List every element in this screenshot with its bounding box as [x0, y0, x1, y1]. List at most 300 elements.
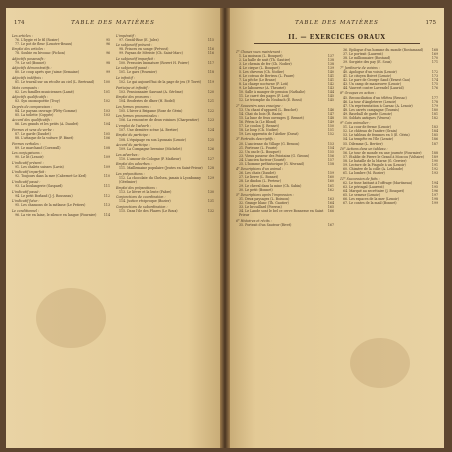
toc-entry-title: 61. La lombre (M. Rozier): [343, 171, 385, 176]
toc-entry: [12, 184, 110, 188]
toc-entry-page: 165: [327, 205, 334, 210]
toc-entry-page: 182: [431, 115, 438, 120]
toc-entry-page: 141: [327, 73, 334, 78]
toc-entry-title: 5. Les cheveux (Ch. Nodier): [239, 69, 285, 74]
toc-entry-page: 109: [103, 164, 110, 169]
toc-section-heading: L'indicatif passé :: [12, 189, 41, 194]
toc-entry: [116, 118, 214, 122]
toc-entry-title: 112. La chocolate du Chelsea, jamais à Lyonbunny (Gérômier): [119, 175, 201, 184]
toc-entry-page: 184: [431, 129, 438, 134]
toc-entry-title: 80. Le coup après que j'aime (Semaine): [15, 70, 80, 75]
right-column-2: [340, 48, 438, 438]
toc-section-heading: L'indicatif futur :: [12, 199, 40, 204]
toc-entry-page: 162: [327, 187, 334, 192]
toc-section-heading: 9° Coin animalier :: [340, 121, 371, 126]
toc-entry-page: 122: [207, 108, 214, 113]
toc-entry: [340, 171, 438, 175]
toc-entry-page: 104: [103, 122, 110, 127]
toc-entry-title: 90. Le lit (Lenoir): [15, 155, 44, 160]
toc-entry-title: 79. Le sel (Bonnet): [15, 60, 46, 65]
left-running-head: TABLE DES MATIÈRES: [71, 20, 155, 26]
toc-entry: [12, 99, 110, 103]
toc-entry-page: 150: [327, 123, 334, 128]
toc-entry-title: 95. Les chansons de la mélasse (Le Petiers): [15, 203, 86, 208]
toc-entry-title: 1. La moisson (L. Bouquet): [239, 53, 283, 58]
toc-entry-title: 26. Les chats (Daudet): [239, 171, 276, 176]
toc-entry-page: 156: [327, 153, 334, 158]
toc-entry-page: 99: [105, 70, 110, 75]
toc-entry-page: 132: [207, 208, 214, 213]
toc-entry-title: 102. Le gai aujourd'hui de la page de jeu (P. Tovet): [119, 79, 202, 84]
toc-entry-page: 121: [207, 99, 214, 104]
toc-entry-title: 28. Le dindon (L. Perteur): [239, 179, 282, 184]
toc-section-heading: Adjectifs démonstratifs :: [12, 66, 52, 71]
toc-entry-page: 100: [103, 79, 110, 84]
toc-entry-title: 47. Un représentation à Carnac (A. Lenoir): [343, 103, 413, 108]
toc-entry-title: 33. Le brouillard (Pierron): [239, 205, 282, 210]
toc-entry-title: 14. Chat du bois (R. Bazin): [239, 111, 283, 116]
toc-entry: [12, 213, 110, 217]
toc-entry-title: 24. L'ancien facteur (Sourié): [239, 157, 286, 162]
toc-entry-page: 175: [431, 81, 438, 86]
toc-entry-title: 29. Le cheval dans la mine (Ch. Sabin): [239, 183, 302, 188]
toc-entry-page: 196: [431, 189, 438, 194]
toc-entry-title: 7. La pêche (Le Brane): [239, 77, 276, 82]
toc-entry-title: 45. Reconciliation d'un télétra (Ressac): [343, 95, 407, 100]
toc-entry-title: 46. La tour d'Angleterre (Lenoir): [343, 99, 397, 104]
toc-entry-page: 173: [431, 73, 438, 78]
toc-section-heading: Le infinitif :: [116, 75, 135, 80]
toc-entry: [236, 223, 334, 227]
toc-entry-page: 130: [207, 189, 214, 194]
toc-entry-title: 108. L'équipage en son Lyonnais (Lenoir): [119, 137, 187, 142]
toc-entry: [12, 51, 110, 55]
toc-entry: [116, 147, 214, 151]
toc-entry-page: 158: [327, 161, 334, 166]
toc-section-heading: Participe et infinitif :: [116, 85, 150, 90]
toc-entry-page: 108: [103, 145, 110, 150]
toc-entry-page: 180: [431, 107, 438, 112]
toc-entry-title: 84. Le paysan ouvrage (Fléty-Gomme): [15, 108, 77, 113]
toc-entry-title: 55. Dilemme (L. Bertier): [343, 141, 383, 146]
toc-entry-title: 77. Le pot de fleur (Lenotre-Beaux): [15, 41, 73, 46]
toc-entry-page: 185: [431, 133, 438, 138]
toc-entry-page: 190: [431, 159, 438, 164]
toc-entry-title: 92. Toujours dans la mer (Cabernet-Le Kerl): [15, 174, 87, 179]
right-page: [230, 8, 444, 448]
toc-entry-title: 93. La boulangerie (Gaspard): [15, 184, 63, 188]
toc-entry-title: 101. Le gars (Fournier): [119, 70, 157, 75]
title-rule: [254, 43, 420, 44]
toc-entry-title: 104. Broderies de dîner (H. Bodel): [119, 99, 175, 104]
toc-section-heading: Les adverbes :: [116, 152, 140, 157]
toc-section-heading: Adjectifs indéfinis :: [12, 75, 44, 80]
toc-entry: [116, 90, 214, 94]
toc-entry-title: 9. Le laboureur (A. Theuriet): [239, 85, 286, 90]
toc-entry-page: 172: [431, 69, 438, 74]
toc-entry: [236, 132, 334, 136]
toc-entry-title: 6. Le coteau de Bertrou (L. Faure): [239, 73, 295, 78]
toc-entry-title: 113. Le lièvre et la lente (Fabre): [119, 189, 172, 194]
toc-entry-title: 58. Le bataille de la Marne (G. Gerrier): [343, 159, 407, 164]
toc-entry-page: 118: [207, 70, 214, 75]
toc-entry-title: 40. Apologue d'un voisin (Lenoir): [343, 69, 397, 74]
toc-entry-page: 140: [327, 69, 334, 74]
toc-entry-title: 4. Le cirque (L. Bouquet): [239, 65, 280, 70]
toc-entry-page: 179: [431, 103, 438, 108]
toc-section-heading: Les articles :: [12, 33, 33, 38]
toc-entry-title: 39. Sorgiste des pay (E. Sous): [343, 60, 392, 65]
toc-entry-title: 20. L'ancienne du Village (G. Besson): [239, 141, 300, 146]
toc-entry-title: 87. Le garde (Daudet): [15, 131, 51, 136]
toc-entry: [116, 61, 214, 65]
toc-entry-page: 147: [327, 111, 334, 116]
toc-entry-page: 166: [327, 209, 334, 214]
toc-entry-page: 103: [103, 112, 110, 117]
toc-entry-title: 27. Le lierre (L. Bonnet): [239, 175, 279, 180]
toc-entry-page: 120: [207, 89, 214, 94]
toc-entry: [116, 138, 214, 142]
toc-section-heading: 8° Groupes en action :: [340, 91, 377, 96]
toc-entry-title: 10. Salle à manger de pension (Nathalie): [239, 89, 306, 94]
toc-entry-title: 107. Une dernière scène (A. Bertier): [119, 127, 179, 132]
toc-entry-page: 164: [327, 201, 334, 206]
toc-section-heading: Formes verbales :: [12, 141, 41, 146]
toc-entry-page: 153: [327, 141, 334, 146]
toc-section-heading: Les formes pronoms :: [116, 104, 152, 109]
toc-section-heading: Adjectifs possessifs :: [12, 56, 46, 61]
toc-entry-page: 188: [431, 151, 438, 156]
toc-entry-title: 23. Vieux passeur des Pointains (G. Giroux): [239, 153, 310, 158]
toc-entry-title: 86. Les grands et les petits (A. Daudet): [15, 122, 79, 127]
toc-section-heading: Accord des qualificatifs :: [12, 118, 52, 123]
toc-entry-title: 52. Le château de l'anitre (Grain): [343, 129, 398, 134]
toc-entry-page: 106: [103, 136, 110, 141]
toc-entry-title: 3. Le chemin de fer (Ch. Nodier): [239, 61, 292, 66]
left-column-1: [12, 32, 110, 438]
toc-entry-title: 81. Le travail sur un récolte au ciel (L. Bertrand): [15, 79, 95, 84]
toc-entry-title: 54. La tempête en l'île (Lenoir): [343, 137, 394, 142]
toc-section-heading: 7° Jardinerie de voisins :: [340, 65, 380, 70]
toc-entry-page: 174: [431, 77, 438, 82]
right-column-1: [236, 48, 334, 438]
toc-entry-page: 113: [103, 203, 110, 208]
toc-entry-title: 25. L'homme préhistorique (G. Nivrand): [239, 161, 304, 166]
toc-entry-title: 12. Le triomphe du Noubach (E. Bossi): [239, 98, 302, 103]
toc-section-heading: L'emploi de l'adverb :: [116, 123, 152, 128]
toc-entry-page: 197: [431, 193, 438, 198]
toc-entry-page: 189: [431, 155, 438, 160]
toc-entry-title: 82. Les familles musiciennes (Lamé): [15, 89, 74, 94]
toc-entry-title: 59. Lecture de la Pingule à un (Lenoir): [343, 163, 406, 168]
toc-entry-title: 103. Pensionnaire Sauvant (A. Gérôme): [119, 89, 183, 94]
toc-entry-page: 178: [431, 99, 438, 104]
toc-entry-page: 139: [327, 65, 334, 70]
toc-entry-page: 145: [327, 98, 334, 103]
toc-entry-page: 112: [103, 193, 110, 198]
toc-entry-title: 11. Le carré des pages (P. Loti): [239, 94, 290, 99]
toc-entry-page: 163: [327, 197, 334, 202]
toc-entry-page: 105: [103, 131, 110, 136]
toc-entry-title: 51. La cour de ferme (Lenoir): [343, 125, 391, 130]
toc-section-heading: Les formes pronominales :: [116, 114, 159, 119]
toc-section-heading: Le subjonctif passé :: [116, 66, 150, 71]
toc-entry-page: 186: [431, 137, 438, 142]
toc-entry-title: 67. Le contes de la mail (Bonnet): [343, 201, 397, 206]
toc-entry-page: 116: [207, 47, 214, 52]
toc-entry-page: 187: [431, 141, 438, 146]
toc-entry-title: 42. Le pare de George Sand (Ernest Gau): [343, 77, 411, 82]
toc-entry-title: 66. Les espaces de la mer (Lenoir): [343, 197, 399, 202]
toc-entry-page: 125: [207, 137, 214, 142]
toc-entry: [12, 155, 110, 159]
toc-entry-title: 64. Marqué au secrétaire (J. Bouquet): [343, 189, 405, 194]
toc-entry: [116, 128, 214, 132]
toc-entry-title: 41. Le citoyen Boivet (Lenoir): [343, 73, 392, 78]
toc-section-heading: Emploi des pronoms :: [116, 95, 152, 100]
toc-entry: [116, 38, 214, 42]
toc-entry-title: 34. Le Lande sont le bel ce cerve Bonnesse en Saint Prieur: [239, 209, 324, 218]
toc-entry: [236, 98, 334, 102]
toc-entry-page: 128: [207, 166, 214, 171]
toc-entry-title: 83. Syn onomopoétie (Troy): [15, 99, 60, 104]
toc-entry: [116, 176, 214, 184]
toc-entry: [236, 162, 334, 166]
toc-entry-title: 111. Maillemaine populaire (Jeutes en Saint-Prieur): [119, 166, 203, 171]
toc-entry-title: 110. L'amour de Cologne (P. Matheur): [119, 156, 181, 161]
toc-entry-title: 89. Le marchand (Cornwall): [15, 145, 61, 150]
toc-entry-title: 109. La Compagne bressine (Michelet): [119, 147, 182, 152]
toc-entry-title: 78. Soubie en bivouac (Pichon): [15, 51, 66, 56]
toc-entry-title: 16. Pérou la (Le Blond): [239, 119, 277, 124]
toc-entry-page: 168: [431, 48, 438, 52]
toc-entry: [12, 42, 110, 46]
toc-entry: [116, 70, 214, 74]
toc-entry-title: 50. Soldats antiques (Veness): [343, 115, 391, 120]
toc-entry-title: 30. Le petit (Bonnet): [239, 187, 273, 192]
toc-entry-page: 177: [431, 95, 438, 100]
toc-entry-title: 17. Le coulon (J. Rennet): [239, 123, 279, 128]
toc-entry-page: 129: [207, 175, 214, 180]
toc-entry-page: 115: [207, 37, 214, 42]
left-column-2: [116, 32, 214, 438]
toc-entry-title: 35. Portrait d'un Sauteur (Rivet): [239, 222, 292, 227]
toc-entry-title: 53. Le tableau de femmes en 5 (E. Gérin): [343, 133, 410, 138]
toc-entry: [116, 209, 214, 213]
toc-entry-page: 142: [327, 81, 334, 86]
toc-entry-title: 65. Le semeur (Lenoir): [343, 193, 381, 198]
toc-section-heading: Conjonctions de subordination :: [116, 204, 168, 209]
toc-entry-page: 119: [207, 79, 214, 84]
toc-entry-title: 94. Le petit Borland (J.-J. Rousseau): [15, 193, 73, 198]
toc-entry-page: 117: [207, 60, 214, 65]
toc-entry-page: 148: [327, 115, 334, 120]
toc-entry-page: 193: [431, 171, 438, 176]
left-page: [6, 8, 220, 448]
toc-entry-title: 63. Le péringal (Laurent): [343, 185, 384, 189]
toc-entry: [12, 165, 110, 169]
toc-section-heading: Emploi des adverbes :: [116, 162, 152, 167]
toc-entry-title: 98. Princes en songe (Prévost): [119, 47, 169, 52]
toc-entry-page: 171: [431, 60, 438, 65]
toc-entry-page: 114: [103, 212, 110, 217]
toc-entry-page: 126: [207, 147, 214, 152]
toc-entry-title: 91. Les chalets suisses (Lavis): [15, 164, 64, 169]
toc-section-heading: 1° Choses vues maintenant :: [236, 49, 283, 54]
toc-entry-page: 138: [327, 61, 334, 66]
toc-entry-page: 146: [327, 107, 334, 112]
toc-entry-page: 137: [327, 53, 334, 58]
toc-entry-page: 101: [103, 89, 110, 94]
toc-entry-page: 167: [327, 222, 334, 227]
toc-entry-page: 123: [207, 118, 214, 123]
toc-entry-title: 43. Un camp de manœuvre (Lenoir): [343, 81, 401, 86]
toc-entry-title: 13. Un chant d'appareil (L. Brachet): [239, 107, 298, 112]
toc-section-heading: Adjectifs qualificatifs :: [12, 95, 49, 100]
toc-entry-title: 32. Grange blanc (Th. Gautier): [239, 201, 289, 206]
toc-entry: [236, 188, 334, 192]
toc-entry-title: 99. Paysan de Mériste (Ch. Saint-Marc): [119, 51, 183, 56]
toc-section-heading: L'indicatif passé :: [12, 179, 41, 184]
toc-entry-title: 115. Dans l'ile des Phares (Le Roux): [119, 208, 178, 213]
toc-entry-page: 151: [327, 127, 334, 132]
toc-section-heading: Les prépositions :: [116, 171, 145, 176]
toc-entry-title: 8. La charge nocturne (P. Loti): [239, 81, 289, 86]
toc-entry-title: 85. La toilette (Coppée): [15, 112, 54, 117]
toc-entry-title: 36. Épilogue d'un homme du monde (Rostamand): [343, 48, 424, 52]
toc-entry-title: 31. Deux paysages (L. Boisson): [239, 197, 290, 202]
left-page-number: 174: [14, 20, 25, 26]
toc-entry-page: 170: [431, 56, 438, 61]
toc-entry-page: 157: [327, 157, 334, 162]
toc-entry-page: 131: [207, 199, 214, 204]
toc-entry-page: 124: [207, 127, 214, 132]
toc-entry-page: 199: [431, 201, 438, 206]
toc-entry-title: 49. Baseball de garde (Lenoir): [343, 111, 393, 116]
toc-entry-page: 141: [327, 77, 334, 82]
toc-entry: [116, 99, 214, 103]
toc-entry-page: 149: [327, 119, 334, 124]
toc-entry: [116, 190, 214, 194]
toc-entry-page: 191: [431, 163, 438, 168]
toc-entry: [12, 70, 110, 74]
book-gutter: [220, 8, 230, 448]
toc-entry-title: 76. L'hygie et le fil (Rozier): [15, 37, 60, 42]
toc-section-heading: 4° Descriptions d'un animal :: [236, 167, 284, 172]
toc-section-heading: Les conjugaisons :: [12, 151, 42, 156]
toc-entry: [340, 201, 438, 205]
toc-entry-page: 183: [431, 125, 438, 130]
toc-section-heading: Conjonctions de coordination :: [116, 195, 166, 200]
toc-entry-page: 116: [207, 51, 214, 56]
toc-entry-title: 37. Le portrait (Laurent): [343, 52, 383, 57]
toc-entry: [12, 136, 110, 140]
toc-section-heading: Degrés de comparaison :: [12, 104, 53, 109]
toc-entry-title: 60. Chimère de la colle (A. Leblonde): [343, 167, 404, 172]
toc-entry-title: 106. La rencontre de deux voisines (Charpentier): [119, 118, 199, 123]
toc-entry-page: 181: [431, 111, 438, 116]
toc-entry: [340, 86, 438, 90]
toc-section-heading: 10° Actions dans un tableau :: [340, 147, 388, 152]
toc-entry-page: 143: [327, 85, 334, 90]
toc-entry-title: 18. Le loup (Ch. Nodier): [239, 127, 279, 132]
toc-entry-page: 159: [327, 171, 334, 176]
toc-section-heading: 3° Portraits descriptifs :: [236, 137, 275, 142]
toc-entry-page: 98: [105, 60, 110, 65]
toc-section-heading: Emploi des articles :: [12, 47, 46, 52]
toc-section-heading: 2° Souvenirs sous enseigne :: [236, 103, 283, 108]
toc-entry-page: 169: [431, 52, 438, 57]
toc-entry-page: 195: [431, 185, 438, 189]
toc-entry-title: 88. L'attaque de la voiture (P. Binet): [15, 136, 74, 141]
toc-entry-title: 56. Le tour de monde en une journée (Fourmier): [343, 151, 422, 156]
toc-entry: [116, 199, 214, 203]
right-page-number: 175: [425, 20, 436, 26]
toc-entry: [340, 116, 438, 120]
toc-entry-page: 154: [327, 145, 334, 150]
toc-entry-title: 38. Le millionnaire (Rostand): [343, 56, 391, 61]
toc-entry-page: 192: [431, 167, 438, 172]
toc-entry-page: 160: [327, 175, 334, 180]
toc-entry-title: 22. Un oncle (L. Bouquet): [239, 149, 281, 154]
toc-entry: [12, 122, 110, 126]
toc-entry: [12, 203, 110, 207]
toc-entry: [12, 113, 110, 117]
toc-entry-page: 111: [103, 184, 110, 188]
toc-entry-page: 155: [327, 149, 334, 154]
toc-entry: [12, 80, 110, 84]
toc-entry-title: 97. Gentil-Rise (E. Jules): [119, 37, 159, 42]
toc-entry-page: 95: [105, 37, 110, 42]
toc-entry-title: 114. Justice réciproque (Bozier): [119, 199, 171, 204]
toc-section-heading: L'indicatif présent :: [12, 160, 44, 165]
toc-entry-title: 2. La halle de nuit (Th. Gautier): [239, 57, 291, 62]
toc-section-heading: Mots composés :: [12, 85, 40, 90]
toc-section-heading: 5° Descriptions après l'impression :: [236, 193, 294, 198]
right-columns: [236, 48, 438, 438]
toc-entry: [236, 209, 334, 217]
toc-entry-page: 198: [431, 197, 438, 202]
right-running-head: TABLE DES MATIÈRES: [295, 20, 379, 26]
toc-entry: [12, 146, 110, 150]
toc-section-heading: Le conditionnel :: [12, 208, 40, 213]
toc-entry-title: 21. Porteuse (L. Fourie): [239, 145, 278, 150]
toc-entry: [116, 166, 214, 170]
toc-section-heading: 11° Succession de faits :: [340, 176, 380, 181]
toc-entry-title: 105. L'hiver à Brigame (Roze de Gérin): [119, 108, 183, 113]
toc-entry: [116, 109, 214, 113]
toc-entry-page: 144: [327, 89, 334, 94]
toc-section-heading: Formes et sens du verbe :: [12, 127, 54, 132]
toc-entry-page: 110: [103, 174, 110, 179]
toc-entry-page: 145: [327, 94, 334, 99]
toc-entry-title: 15. La lune de feux ouvrages (J. Rennet): [239, 115, 304, 120]
toc-entry: [340, 142, 438, 146]
toc-entry-page: 152: [327, 131, 334, 136]
toc-section-heading: 6° Histoires et récits :: [236, 218, 272, 223]
toc-entry: [340, 60, 438, 64]
toc-entry-page: 96: [105, 41, 110, 46]
toc-entry-title: 48. Les carrés campagne (Tourais): [343, 107, 400, 112]
toc-entry-title: 100. Pressoirs Immature (Rovert H. Foirer): [119, 60, 190, 65]
toc-entry-page: 161: [327, 183, 334, 188]
toc-entry: [12, 174, 110, 178]
toc-entry-title: 19. Les apprentis de l'Atelier (Dorat): [239, 131, 299, 136]
toc-entry: [12, 194, 110, 198]
toc-entry: [116, 157, 214, 161]
toc-entry: [116, 80, 214, 84]
toc-section-heading: Emploi du participe :: [116, 133, 151, 138]
